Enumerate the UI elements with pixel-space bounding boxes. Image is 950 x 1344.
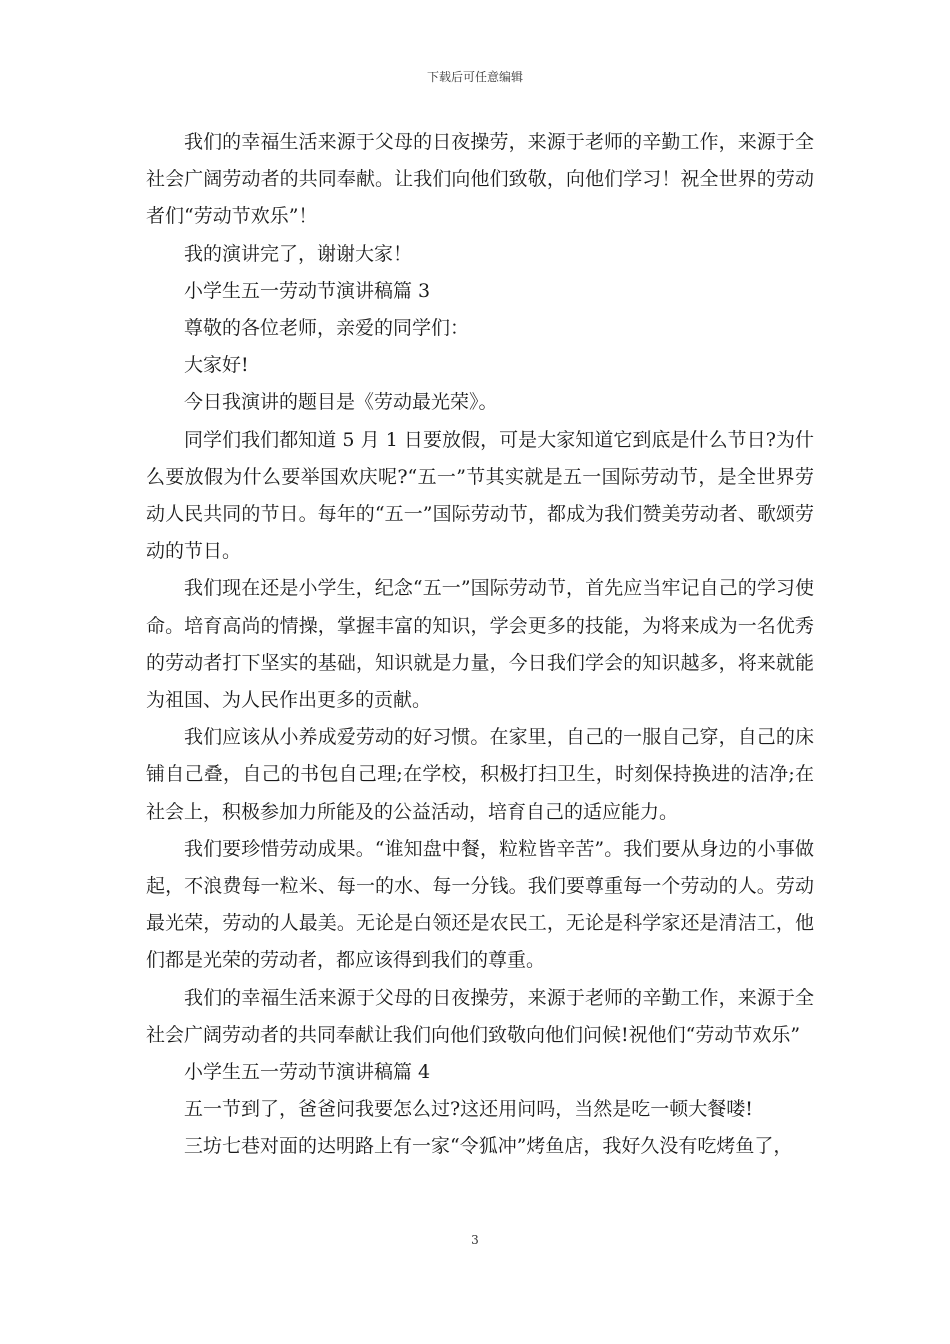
- paragraph: 我们的幸福生活来源于父母的日夜操劳，来源于老师的辛勤工作，来源于全社会广阔劳动者的共同奉献让我们向他们致敬向他们问候!祝他们“劳动节欢乐”: [146, 986, 814, 1046]
- document-body: [146, 124, 814, 1166]
- paragraph: 大家好!: [184, 354, 249, 377]
- paragraph: 我们的幸福生活来源于父母的日夜操劳，来源于老师的辛勤工作，来源于全社会广阔劳动者的共同奉献。让我们向他们致敬，向他们学习！祝全世界的劳动者们“劳动节欢乐”！: [146, 131, 814, 228]
- paragraph: 同学们我们都知道 5 月 1 日要放假，可是大家知道它到底是什么节日?为什么要放假为什么要举国欢庆呢?“五一”节其实就是五一国际劳动节，是全世界劳动人民共同的节日。每年的“五一”国际劳动节，都成为我们赞美劳动者、歌颂劳动的节日。: [146, 428, 814, 563]
- paragraph: 尊敬的各位老师，亲爱的同学们：: [184, 317, 470, 340]
- paragraph: 五一节到了，爸爸问我要怎么过?这还用问吗，当然是吃一顿大餐喽!: [184, 1098, 753, 1121]
- page-header: 下载后可任意编辑: [426, 70, 523, 84]
- paragraph: 我们应该从小养成爱劳动的好习惯。在家里，自己的一服自己穿，自己的床铺自己叠，自己的书包自己理;在学校，积极打扫卫生，时刻保持换进的洁净;在社会上，积极参加力所能及的公益活动，培育自己的适应能力。: [146, 726, 814, 823]
- paragraph: 今日我演讲的题目是《劳动最光荣》。: [184, 391, 498, 414]
- paragraph: 我的演讲完了，谢谢大家！: [184, 242, 413, 265]
- paragraph: 三坊七巷对面的达明路上有一家“令狐冲”烤鱼店，我好久没有吃烤鱼了，: [184, 1135, 793, 1158]
- section-heading: 小学生五一劳动节演讲稿篇 4: [184, 1061, 431, 1084]
- paragraph: 我们现在还是小学生，纪念“五一”国际劳动节，首先应当牢记自己的学习使命。培育高尚的情操，掌握丰富的知识，学会更多的技能，为将来成为一名优秀的劳动者打下坚实的基础，知识就是力量，今日我们学会的知识越多，将来就能为祖国、为人民作出更多的贡献。: [146, 577, 814, 712]
- section-heading: 小学生五一劳动节演讲稿篇 3: [184, 279, 431, 302]
- paragraph: 我们要珍惜劳动成果。“谁知盘中餐，粒粒皆辛苦”。我们要从身边的小事做起，不浪费每一粒米、每一的水、每一分钱。我们要尊重每一个劳动的人。劳动最光荣，劳动的人最美。无论是白领还是农民工，无论是科学家还是清洁工，他们都是光荣的劳动者，都应该得到我们的尊重。: [146, 837, 814, 972]
- page-number: 3: [471, 1233, 479, 1247]
